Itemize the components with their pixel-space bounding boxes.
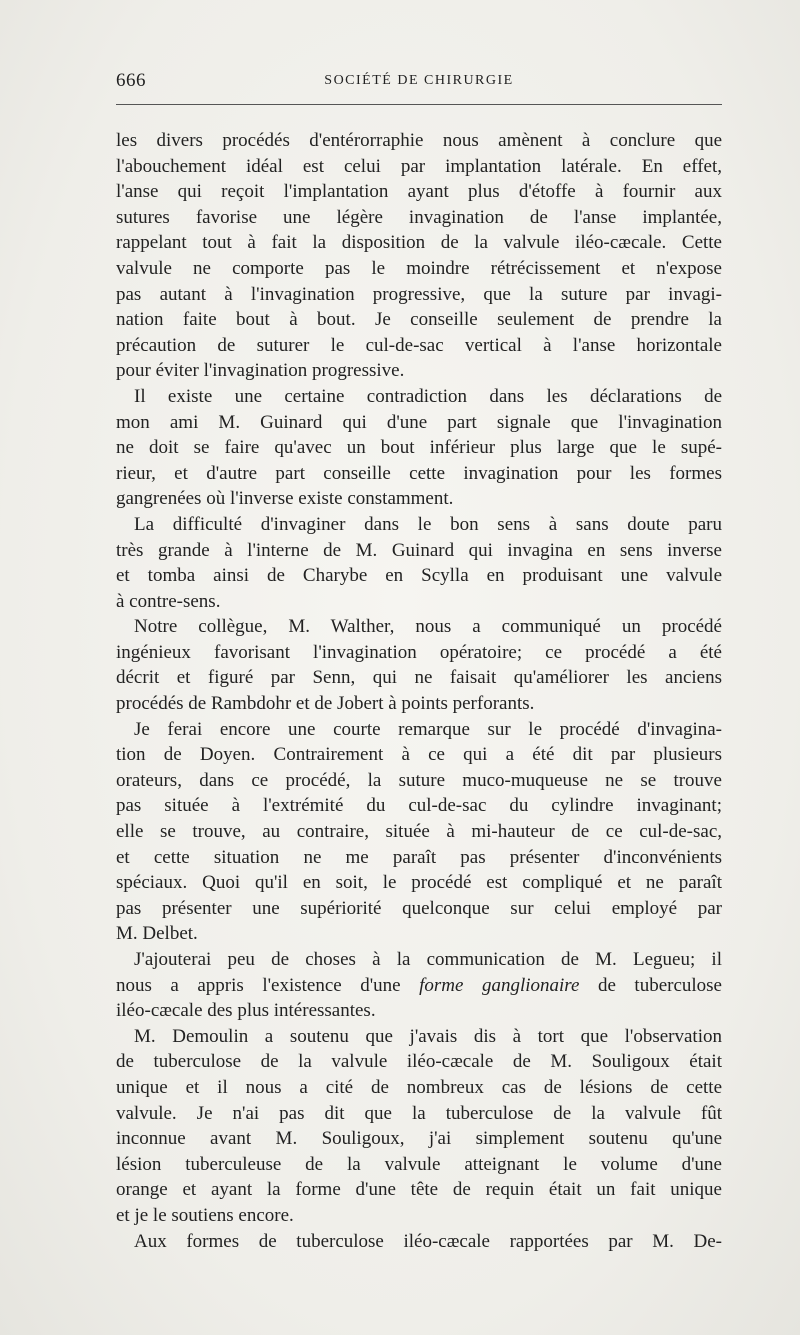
text-line: spéciaux. Quoi qu'il en soit, le procédé est compliqué et ne paraît bbox=[116, 872, 722, 894]
text-line: orange et ayant la forme d'une tête de requin était un fait unique bbox=[116, 1179, 722, 1201]
text-line: valvule. Je n'ai pas dit que la tuberculose de la valvule fût bbox=[116, 1102, 722, 1124]
text-line: ne doit se faire qu'avec un bout inférieur plus large que le supé- bbox=[116, 437, 722, 459]
text-line: et tomba ainsi de Charybe en Scylla en produisant une valvule bbox=[116, 565, 722, 587]
text-line: Aux formes de tuberculose iléo-cæcale rapportées par M. De- bbox=[134, 1230, 722, 1252]
italic-term: forme ganglionaire bbox=[419, 974, 580, 996]
page-number: 666 bbox=[116, 70, 146, 91]
text-line: orateurs, dans ce procédé, la suture muco-muqueuse ne se trouve bbox=[116, 769, 722, 791]
text-line: très grande à l'interne de M. Guinard qui invagina en sens inverse bbox=[116, 539, 722, 561]
text-line: mon ami M. Guinard qui d'une part signale que l'invagination bbox=[116, 411, 722, 433]
text-line: M. Demoulin a soutenu que j'avais dis à tort que l'observation bbox=[134, 1025, 722, 1047]
text-line: Je ferai encore une courte remarque sur le procédé d'invagina- bbox=[134, 718, 722, 740]
text-line: précaution de suturer le cul-de-sac vertical à l'anse horizontale bbox=[116, 334, 722, 356]
text-line: pas présenter une supériorité quelconque sur celui employé par bbox=[116, 897, 722, 919]
text-line: pas autant à l'invagination progressive, que la suture par invagi- bbox=[116, 283, 722, 305]
body-text bbox=[116, 128, 722, 1254]
running-head bbox=[116, 70, 722, 98]
text-line: procédés de Rambdohr et de Jobert à points perforants. bbox=[116, 693, 535, 715]
journal-title: SOCIÉTÉ DE CHIRURGIE bbox=[324, 73, 514, 88]
text-line: Notre collègue, M. Walther, nous a communiqué un procédé bbox=[134, 616, 722, 638]
text-line: unique et il nous a cité de nombreux cas de lésions de cette bbox=[116, 1076, 722, 1098]
text-line: rieur, et d'autre part conseille cette invagination pour les formes bbox=[116, 462, 722, 484]
text-line: Il existe une certaine contradiction dans les déclarations de bbox=[134, 385, 722, 407]
text-line: et je le soutiens encore. bbox=[116, 1204, 294, 1226]
text-line: l'abouchement idéal est celui par implantation latérale. En effet, bbox=[116, 155, 722, 177]
text-line: décrit et figuré par Senn, qui ne faisait qu'améliorer les anciens bbox=[116, 667, 722, 689]
text-line: l'anse qui reçoit l'implantation ayant plus d'étoffe à fournir aux bbox=[116, 181, 722, 203]
text-line: sutures favorise une légère invagination de l'anse implantée, bbox=[116, 206, 722, 228]
text-line bbox=[116, 973, 722, 999]
text-line: nation faite bout à bout. Je conseille seulement de prendre la bbox=[116, 309, 722, 331]
text-line: pour éviter l'invagination progressive. bbox=[116, 360, 405, 382]
text-line: tion de Doyen. Contrairement à ce qui a été dit par plusieurs bbox=[116, 744, 722, 766]
text-line: inconnue avant M. Souligoux, j'ai simplement soutenu qu'une bbox=[116, 1128, 722, 1150]
text-line: pas située à l'extrémité du cul-de-sac du cylindre invaginant; bbox=[116, 795, 722, 817]
text-line: les divers procédés d'entérorraphie nous amènent à conclure que bbox=[116, 130, 722, 151]
text-line: La difficulté d'invaginer dans le bon sens à sans doute paru bbox=[134, 513, 722, 535]
text-line: lésion tuberculeuse de la valvule atteignant le volume d'une bbox=[116, 1153, 722, 1175]
text-line: de tuberculose de la valvule iléo-cæcale de M. Souligoux était bbox=[116, 1051, 722, 1073]
text-line: et cette situation ne me paraît pas présenter d'inconvénients bbox=[116, 846, 722, 868]
text-line: ingénieux favorisant l'invagination opératoire; ce procédé a été bbox=[116, 641, 722, 663]
text-line: rappelant tout à fait la disposition de la valvule iléo-cæcale. Cette bbox=[116, 232, 722, 254]
text-line: M. Delbet. bbox=[116, 923, 198, 945]
text-line: gangrenées où l'inverse existe constamment. bbox=[116, 488, 454, 510]
header-rule bbox=[116, 104, 722, 105]
text-line: à contre-sens. bbox=[116, 590, 221, 612]
text-line: elle se trouve, au contraire, située à mi-hauteur de ce cul-de-sac, bbox=[116, 821, 722, 843]
text-segment: nous a appris l'existence d'une bbox=[116, 974, 420, 996]
text-line: valvule ne comporte pas le moindre rétrécissement et n'expose bbox=[116, 257, 722, 279]
text-line: J'ajouterai peu de choses à la communication de M. Legueu; il bbox=[134, 949, 722, 970]
text-line: iléo-cæcale des plus intéressantes. bbox=[116, 1000, 376, 1022]
text-segment: de tuberculose bbox=[579, 974, 722, 996]
